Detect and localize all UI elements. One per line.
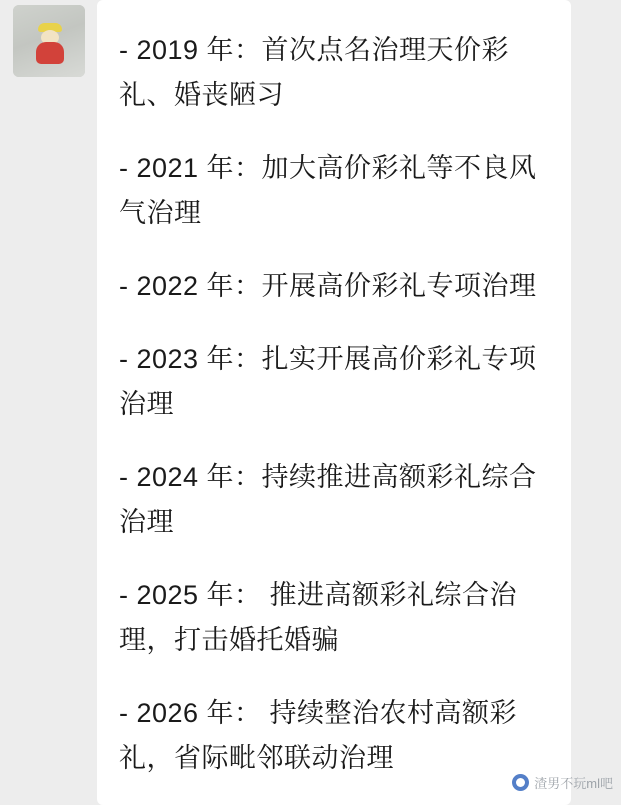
message-line: - 2022 年：开展高价彩礼专项治理: [119, 271, 537, 301]
message-line: - 2023 年：扎实开展高价彩礼专项治理: [119, 344, 537, 419]
avatar-image: [13, 5, 85, 77]
message-line: - 2025 年： 推进高额彩礼综合治理，打击婚托婚骗: [119, 580, 518, 655]
avatar-body: [36, 42, 64, 64]
message-line: - 2026 年： 持续整治农村高额彩礼，省际毗邻联动治理: [119, 698, 518, 773]
message-line: - 2021 年：加大高价彩礼等不良风气治理: [119, 153, 537, 228]
message-line: - 2024 年：持续推进高额彩礼综合治理: [119, 462, 537, 537]
message-line: - 2019 年：首次点名治理天价彩礼、婚丧陋习: [119, 35, 510, 110]
watermark-logo-icon: [512, 774, 529, 791]
watermark: [512, 773, 613, 792]
watermark-text: 渣男不玩ml吧: [534, 776, 613, 791]
message-bubble[interactable]: [97, 0, 571, 805]
avatar-figure-icon: [35, 23, 65, 65]
avatar[interactable]: [13, 5, 85, 77]
